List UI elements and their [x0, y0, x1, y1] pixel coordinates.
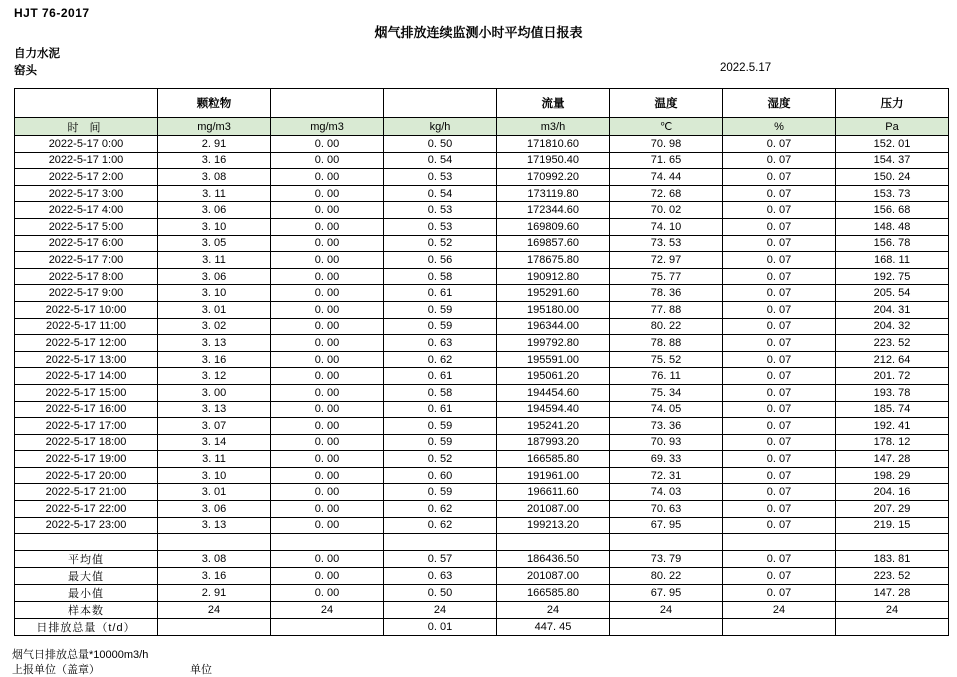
cell-pm-rate: 0. 63 — [384, 567, 497, 584]
table-row — [15, 318, 949, 335]
table-row — [15, 451, 949, 468]
cell-pm-rate: 0. 62 — [384, 517, 497, 534]
cell-humidity: 0. 07 — [723, 401, 836, 418]
spacer-cell — [15, 534, 158, 551]
cell-pm-rate: 0. 57 — [384, 550, 497, 567]
cell-humidity: 0. 07 — [723, 335, 836, 352]
cell-flow: 173119.80 — [497, 185, 610, 202]
group-header-cell: 颗粒物 — [158, 89, 271, 118]
cell-pm-std: 0. 00 — [271, 301, 384, 318]
cell-pm-conc: 3. 16 — [158, 152, 271, 169]
cell-pm-rate: 0. 59 — [384, 434, 497, 451]
cell-pressure: 156. 68 — [836, 202, 949, 219]
cell-temp: 70. 02 — [610, 202, 723, 219]
cell-flow: 172344.60 — [497, 202, 610, 219]
group-header-cell: 流量 — [497, 89, 610, 118]
cell-pm-rate: 0. 54 — [384, 152, 497, 169]
cell-pm-conc: 3. 07 — [158, 418, 271, 435]
table-row — [15, 235, 949, 252]
cell-pm-std: 0. 00 — [271, 567, 384, 584]
cell-time: 2022-5-17 9:00 — [15, 285, 158, 302]
cell-humidity: 0. 07 — [723, 252, 836, 269]
cell-pm-std: 0. 00 — [271, 285, 384, 302]
cell-pm-rate: 0. 59 — [384, 484, 497, 501]
cell-time: 2022-5-17 1:00 — [15, 152, 158, 169]
cell-pm-conc — [158, 618, 271, 635]
cell-pm-rate: 0. 54 — [384, 185, 497, 202]
cell-humidity: 0. 07 — [723, 185, 836, 202]
cell-pm-std: 0. 00 — [271, 335, 384, 352]
unit-cell: kg/h — [384, 118, 497, 136]
cell-pm-std: 0. 00 — [271, 136, 384, 153]
cell-humidity: 0. 07 — [723, 384, 836, 401]
cell-humidity: 0. 07 — [723, 285, 836, 302]
cell-humidity: 0. 07 — [723, 235, 836, 252]
table-row — [15, 501, 949, 518]
cell-flow: 187993.20 — [497, 434, 610, 451]
group-header-cell: 温度 — [610, 89, 723, 118]
cell-humidity: 0. 07 — [723, 434, 836, 451]
cell-time: 2022-5-17 22:00 — [15, 501, 158, 518]
cell-time: 2022-5-17 0:00 — [15, 136, 158, 153]
cell-temp: 70. 63 — [610, 501, 723, 518]
table-row — [15, 401, 949, 418]
cell-pm-conc: 3. 08 — [158, 550, 271, 567]
spacer-cell — [836, 534, 949, 551]
table-row — [15, 136, 949, 153]
cell-pm-rate: 0. 53 — [384, 169, 497, 186]
unit-cell: m3/h — [497, 118, 610, 136]
cell-time: 2022-5-17 20:00 — [15, 467, 158, 484]
cell-humidity: 0. 07 — [723, 351, 836, 368]
cell-pm-std: 0. 00 — [271, 517, 384, 534]
spacer-cell — [271, 534, 384, 551]
cell-pm-conc: 3. 10 — [158, 285, 271, 302]
cell-pm-rate: 0. 50 — [384, 584, 497, 601]
cell-time: 2022-5-17 23:00 — [15, 517, 158, 534]
cell-temp: 24 — [610, 601, 723, 618]
table-row — [15, 484, 949, 501]
cell-humidity: 0. 07 — [723, 451, 836, 468]
cell-humidity: 0. 07 — [723, 202, 836, 219]
cell-temp: 74. 05 — [610, 401, 723, 418]
table-units-row — [15, 118, 949, 136]
table-row — [15, 268, 949, 285]
footer-unit-label: 单位 — [190, 664, 212, 676]
cell-pm-conc: 3. 13 — [158, 335, 271, 352]
cell-pm-std: 0. 00 — [271, 401, 384, 418]
unit-cell: mg/m3 — [158, 118, 271, 136]
cell-pm-conc: 3. 02 — [158, 318, 271, 335]
cell-time: 2022-5-17 19:00 — [15, 451, 158, 468]
cell-pm-conc: 3. 13 — [158, 517, 271, 534]
cell-flow: 447. 45 — [497, 618, 610, 635]
table-row — [15, 301, 949, 318]
cell-humidity: 0. 07 — [723, 550, 836, 567]
cell-temp: 76. 11 — [610, 368, 723, 385]
cell-pressure: 168. 11 — [836, 252, 949, 269]
cell-temp: 67. 95 — [610, 584, 723, 601]
cell-pm-std: 0. 00 — [271, 550, 384, 567]
cell-pm-conc: 3. 08 — [158, 169, 271, 186]
table-row — [15, 335, 949, 352]
cell-flow: 166585.80 — [497, 584, 610, 601]
cell-temp: 73. 53 — [610, 235, 723, 252]
cell-time: 2022-5-17 18:00 — [15, 434, 158, 451]
cell-pressure: 223. 52 — [836, 567, 949, 584]
cell-flow: 195291.60 — [497, 285, 610, 302]
cell-humidity: 0. 07 — [723, 268, 836, 285]
cell-pm-std: 0. 00 — [271, 451, 384, 468]
cell-temp: 67. 95 — [610, 517, 723, 534]
cell-pressure: 24 — [836, 601, 949, 618]
cell-pm-conc: 3. 11 — [158, 451, 271, 468]
cell-pm-std: 0. 00 — [271, 501, 384, 518]
cell-pm-rate: 0. 62 — [384, 351, 497, 368]
cell-humidity: 24 — [723, 601, 836, 618]
cell-humidity: 0. 07 — [723, 218, 836, 235]
cell-humidity: 0. 07 — [723, 467, 836, 484]
cell-humidity: 0. 07 — [723, 567, 836, 584]
cell-time: 2022-5-17 5:00 — [15, 218, 158, 235]
cell-pressure: 204. 16 — [836, 484, 949, 501]
report-date: 2022.5.17 — [720, 62, 772, 74]
cell-pm-std: 0. 00 — [271, 252, 384, 269]
cell-flow: 195061.20 — [497, 368, 610, 385]
table-row — [15, 185, 949, 202]
cell-pm-conc: 3. 00 — [158, 384, 271, 401]
table-row — [15, 434, 949, 451]
cell-flow: 169857.60 — [497, 235, 610, 252]
cell-flow: 194454.60 — [497, 384, 610, 401]
cell-pm-rate: 0. 50 — [384, 136, 497, 153]
cell-time: 2022-5-17 6:00 — [15, 235, 158, 252]
cell-pm-conc: 3. 01 — [158, 301, 271, 318]
page-title: 烟气排放连续监测小时平均值日报表 — [374, 25, 583, 40]
cell-humidity: 0. 07 — [723, 169, 836, 186]
cell-time: 2022-5-17 11:00 — [15, 318, 158, 335]
cell-pm-conc: 3. 16 — [158, 351, 271, 368]
cell-pm-rate: 24 — [384, 601, 497, 618]
cell-pm-rate: 0. 01 — [384, 618, 497, 635]
cell-time: 2022-5-17 10:00 — [15, 301, 158, 318]
cell-humidity: 0. 07 — [723, 418, 836, 435]
cell-flow: 186436.50 — [497, 550, 610, 567]
cell-pressure: 153. 73 — [836, 185, 949, 202]
cell-flow: 171950.40 — [497, 152, 610, 169]
emissions-table — [14, 88, 949, 636]
cell-flow: 178675.80 — [497, 252, 610, 269]
cell-pressure: 147. 28 — [836, 584, 949, 601]
cell-pm-rate: 0. 59 — [384, 318, 497, 335]
cell-pm-rate: 0. 52 — [384, 451, 497, 468]
cell-pm-rate: 0. 61 — [384, 401, 497, 418]
unit-cell: % — [723, 118, 836, 136]
footer-note-total: 烟气日排放总量*10000m3/h — [12, 649, 149, 661]
cell-pressure: 193. 78 — [836, 384, 949, 401]
table-row — [15, 368, 949, 385]
summary-label: 最小值 — [15, 584, 158, 601]
cell-pressure: 204. 32 — [836, 318, 949, 335]
cell-pm-conc: 3. 06 — [158, 501, 271, 518]
spacer-cell — [497, 534, 610, 551]
cell-pm-std: 0. 00 — [271, 268, 384, 285]
summary-row-sample-count — [15, 601, 949, 618]
cell-pressure — [836, 618, 949, 635]
column-header-time: 时 间 — [15, 118, 158, 136]
spacer-cell — [610, 534, 723, 551]
cell-pm-rate: 0. 58 — [384, 268, 497, 285]
cell-pm-std — [271, 618, 384, 635]
cell-time: 2022-5-17 3:00 — [15, 185, 158, 202]
spacer-cell — [723, 534, 836, 551]
table-row — [15, 169, 949, 186]
cell-pm-rate: 0. 53 — [384, 218, 497, 235]
cell-pm-std: 0. 00 — [271, 418, 384, 435]
cell-pm-conc: 3. 16 — [158, 567, 271, 584]
cell-temp: 70. 93 — [610, 434, 723, 451]
cell-pressure: 204. 31 — [836, 301, 949, 318]
summary-row-daily-total — [15, 618, 949, 635]
cell-humidity: 0. 07 — [723, 584, 836, 601]
cell-flow: 169809.60 — [497, 218, 610, 235]
cell-pm-conc: 3. 12 — [158, 368, 271, 385]
cell-time: 2022-5-17 16:00 — [15, 401, 158, 418]
cell-temp: 72. 97 — [610, 252, 723, 269]
cell-pm-std: 0. 00 — [271, 384, 384, 401]
table-group-header-row — [15, 89, 949, 118]
cell-pressure: 198. 29 — [836, 467, 949, 484]
cell-pressure: 152. 01 — [836, 136, 949, 153]
cell-flow: 195591.00 — [497, 351, 610, 368]
cell-humidity: 0. 07 — [723, 152, 836, 169]
summary-label: 最大值 — [15, 567, 158, 584]
cell-humidity: 0. 07 — [723, 517, 836, 534]
cell-temp: 78. 88 — [610, 335, 723, 352]
unit-cell: Pa — [836, 118, 949, 136]
cell-time: 2022-5-17 17:00 — [15, 418, 158, 435]
table-row — [15, 418, 949, 435]
cell-pm-std: 0. 00 — [271, 434, 384, 451]
group-header-cell — [271, 89, 384, 118]
cell-humidity: 0. 07 — [723, 136, 836, 153]
unit-cell: ℃ — [610, 118, 723, 136]
table-row — [15, 218, 949, 235]
cell-temp: 80. 22 — [610, 567, 723, 584]
cell-time: 2022-5-17 8:00 — [15, 268, 158, 285]
cell-time: 2022-5-17 14:00 — [15, 368, 158, 385]
cell-temp: 73. 36 — [610, 418, 723, 435]
cell-time: 2022-5-17 15:00 — [15, 384, 158, 401]
cell-pressure: 147. 28 — [836, 451, 949, 468]
cell-pm-conc: 3. 11 — [158, 185, 271, 202]
cell-pressure: 201. 72 — [836, 368, 949, 385]
cell-pm-conc: 3. 10 — [158, 218, 271, 235]
table-row — [15, 384, 949, 401]
group-header-cell — [384, 89, 497, 118]
cell-pm-rate: 0. 62 — [384, 501, 497, 518]
cell-pm-rate: 0. 58 — [384, 384, 497, 401]
cell-pressure: 212. 64 — [836, 351, 949, 368]
cell-pressure: 192. 41 — [836, 418, 949, 435]
cell-flow: 170992.20 — [497, 169, 610, 186]
cell-pm-rate: 0. 52 — [384, 235, 497, 252]
cell-temp: 72. 31 — [610, 467, 723, 484]
cell-temp: 73. 79 — [610, 550, 723, 567]
cell-pm-conc: 24 — [158, 601, 271, 618]
cell-temp: 69. 33 — [610, 451, 723, 468]
spacer-cell — [384, 534, 497, 551]
cell-pressure: 178. 12 — [836, 434, 949, 451]
cell-flow: 194594.40 — [497, 401, 610, 418]
summary-row-maximum — [15, 567, 949, 584]
cell-pm-conc: 2. 91 — [158, 136, 271, 153]
cell-time: 2022-5-17 13:00 — [15, 351, 158, 368]
cell-flow: 191961.00 — [497, 467, 610, 484]
cell-pm-conc: 3. 14 — [158, 434, 271, 451]
cell-flow: 199213.20 — [497, 517, 610, 534]
unit-cell: mg/m3 — [271, 118, 384, 136]
cell-pressure: 207. 29 — [836, 501, 949, 518]
cell-flow: 201087.00 — [497, 567, 610, 584]
cell-pm-std: 0. 00 — [271, 368, 384, 385]
cell-pm-conc: 3. 13 — [158, 401, 271, 418]
cell-pm-rate: 0. 61 — [384, 368, 497, 385]
cell-humidity: 0. 07 — [723, 301, 836, 318]
summary-row-minimum — [15, 584, 949, 601]
table-row — [15, 351, 949, 368]
cell-humidity: 0. 07 — [723, 368, 836, 385]
cell-pressure: 192. 75 — [836, 268, 949, 285]
cell-humidity: 0. 07 — [723, 501, 836, 518]
cell-temp: 80. 22 — [610, 318, 723, 335]
daily-total-label: 日排放总量（t/d） — [15, 618, 158, 635]
cell-pm-conc: 3. 05 — [158, 235, 271, 252]
cell-flow: 171810.60 — [497, 136, 610, 153]
cell-pm-std: 0. 00 — [271, 152, 384, 169]
company-name: 自力水泥 — [14, 48, 60, 60]
cell-pressure: 185. 74 — [836, 401, 949, 418]
cell-pm-std: 24 — [271, 601, 384, 618]
cell-temp: 74. 44 — [610, 169, 723, 186]
cell-flow: 24 — [497, 601, 610, 618]
cell-flow: 201087.00 — [497, 501, 610, 518]
cell-time: 2022-5-17 21:00 — [15, 484, 158, 501]
table-row — [15, 152, 949, 169]
facility-unit-name: 窑头 — [14, 65, 37, 77]
cell-pressure: 183. 81 — [836, 550, 949, 567]
cell-pressure: 219. 15 — [836, 517, 949, 534]
cell-time: 2022-5-17 7:00 — [15, 252, 158, 269]
cell-pm-rate: 0. 59 — [384, 418, 497, 435]
table-row — [15, 517, 949, 534]
cell-pm-std: 0. 00 — [271, 467, 384, 484]
cell-pm-rate: 0. 59 — [384, 301, 497, 318]
cell-temp: 74. 10 — [610, 218, 723, 235]
table-row — [15, 467, 949, 484]
cell-pm-conc: 3. 11 — [158, 252, 271, 269]
table-row — [15, 202, 949, 219]
cell-temp: 77. 88 — [610, 301, 723, 318]
cell-time: 2022-5-17 2:00 — [15, 169, 158, 186]
group-header-cell: 压力 — [836, 89, 949, 118]
cell-pm-rate: 0. 63 — [384, 335, 497, 352]
cell-flow: 195180.00 — [497, 301, 610, 318]
cell-pm-std: 0. 00 — [271, 202, 384, 219]
cell-pm-conc: 2. 91 — [158, 584, 271, 601]
cell-pm-std: 0. 00 — [271, 169, 384, 186]
cell-pm-conc: 3. 10 — [158, 467, 271, 484]
standard-code: HJT 76-2017 — [14, 6, 90, 20]
cell-temp: 71. 65 — [610, 152, 723, 169]
cell-pm-rate: 0. 60 — [384, 467, 497, 484]
cell-pm-std: 0. 00 — [271, 185, 384, 202]
cell-pm-std: 0. 00 — [271, 235, 384, 252]
cell-pm-conc: 3. 06 — [158, 202, 271, 219]
cell-flow: 190912.80 — [497, 268, 610, 285]
cell-flow: 199792.80 — [497, 335, 610, 352]
cell-time: 2022-5-17 4:00 — [15, 202, 158, 219]
cell-pm-conc: 3. 06 — [158, 268, 271, 285]
cell-pressure: 223. 52 — [836, 335, 949, 352]
cell-humidity: 0. 07 — [723, 318, 836, 335]
cell-temp: 74. 03 — [610, 484, 723, 501]
cell-temp: 72. 68 — [610, 185, 723, 202]
spacer-cell — [158, 534, 271, 551]
cell-pressure: 156. 78 — [836, 235, 949, 252]
cell-flow: 196611.60 — [497, 484, 610, 501]
cell-temp: 75. 77 — [610, 268, 723, 285]
footer-reporting-unit: 上报单位（盖章） — [12, 664, 100, 676]
cell-pressure: 205. 54 — [836, 285, 949, 302]
cell-pm-std: 0. 00 — [271, 218, 384, 235]
spacer-row — [15, 534, 949, 551]
cell-time: 2022-5-17 12:00 — [15, 335, 158, 352]
cell-humidity: 0. 07 — [723, 484, 836, 501]
cell-pm-std: 0. 00 — [271, 484, 384, 501]
cell-pm-std: 0. 00 — [271, 318, 384, 335]
table-row — [15, 285, 949, 302]
cell-flow: 166585.80 — [497, 451, 610, 468]
table-row — [15, 252, 949, 269]
summary-label: 样本数 — [15, 601, 158, 618]
cell-temp: 75. 34 — [610, 384, 723, 401]
cell-temp: 70. 98 — [610, 136, 723, 153]
cell-pm-rate: 0. 53 — [384, 202, 497, 219]
summary-label: 平均值 — [15, 550, 158, 567]
cell-pm-rate: 0. 56 — [384, 252, 497, 269]
group-header-cell — [15, 89, 158, 118]
cell-pressure: 154. 37 — [836, 152, 949, 169]
summary-row-average — [15, 550, 949, 567]
cell-temp: 75. 52 — [610, 351, 723, 368]
cell-pm-std: 0. 00 — [271, 584, 384, 601]
cell-pressure: 150. 24 — [836, 169, 949, 186]
cell-flow: 195241.20 — [497, 418, 610, 435]
cell-temp: 78. 36 — [610, 285, 723, 302]
cell-flow: 196344.00 — [497, 318, 610, 335]
cell-pm-std: 0. 00 — [271, 351, 384, 368]
group-header-cell: 湿度 — [723, 89, 836, 118]
cell-pm-rate: 0. 61 — [384, 285, 497, 302]
cell-pressure: 148. 48 — [836, 218, 949, 235]
cell-pm-conc: 3. 01 — [158, 484, 271, 501]
cell-temp — [610, 618, 723, 635]
cell-humidity — [723, 618, 836, 635]
